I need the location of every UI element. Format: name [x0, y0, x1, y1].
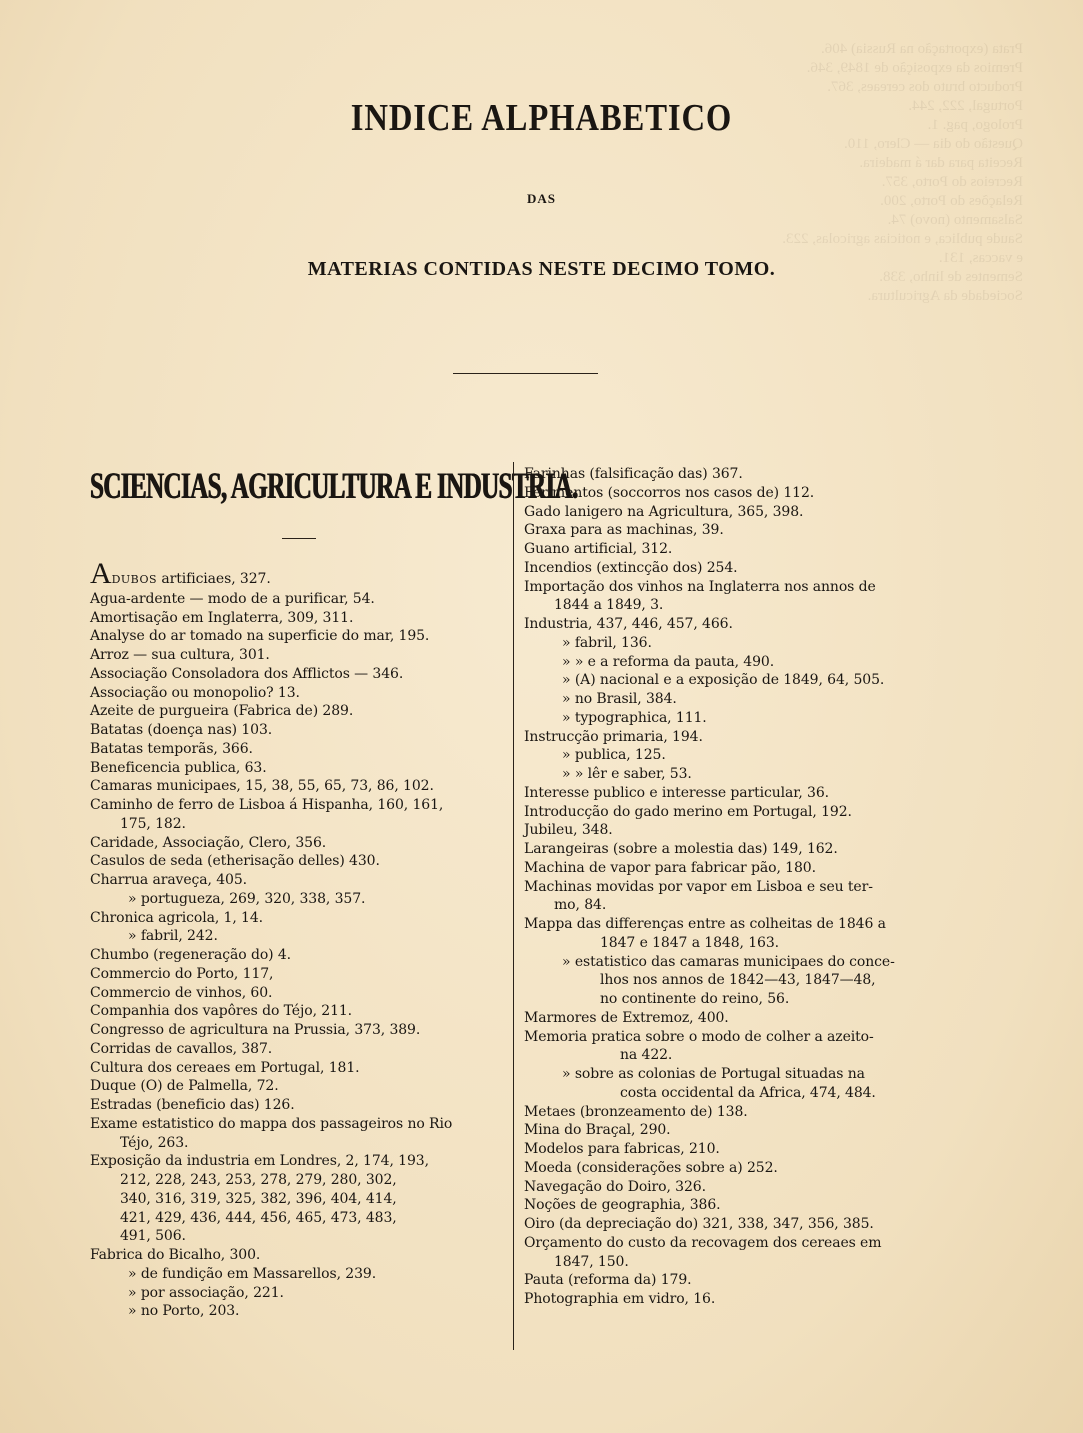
column-divider: [513, 462, 514, 1350]
index-entry: Corridas de cavallos, 387.: [90, 1040, 273, 1057]
index-entry: Exposição da industria em Londres, 2, 174, 193,: [90, 1153, 429, 1170]
index-entry: Analyse do ar tomado na superficie do mar, 195.: [90, 628, 430, 645]
index-entry-continuation: no continente do reino, 56.: [600, 991, 790, 1007]
index-entry: Cultura dos cereaes em Portugal, 181.: [90, 1059, 360, 1076]
index-entry: » estatistico das camaras municipaes do conce-: [562, 953, 895, 970]
index-entry: Associação ou monopolio? 13.: [90, 684, 300, 701]
index-entry: Azeite de purgueira (Fabrica de) 289.: [90, 703, 354, 720]
section-divider: [282, 538, 316, 539]
index-entry: Ferimentos (soccorros nos casos de) 112.: [524, 484, 815, 501]
index-entry: Graxa para as machinas, 39.: [524, 522, 724, 539]
index-entry-continuation: na 422.: [620, 1047, 673, 1064]
index-entry-continuation: Téjo, 263.: [120, 1134, 189, 1151]
index-entry: Machinas movidas por vapor em Lisboa e seu ter-: [524, 878, 873, 895]
index-entry: Companhia dos vapôres do Téjo, 211.: [90, 1003, 353, 1020]
index-entry: Noções de geographia, 386.: [524, 1197, 721, 1214]
index-entry: Duque (O) de Palmella, 72.: [90, 1078, 279, 1095]
index-entry: Chronica agricola, 1, 14.: [90, 909, 264, 926]
index-column-left: [90, 557, 508, 1321]
index-entry-continuation: 1847 e 1847 a 1848, 163.: [600, 934, 779, 951]
page-title: INDICE ALPHABETICO: [350, 97, 733, 139]
drop-cap: A: [90, 557, 112, 590]
index-entry: ADUBOS artificiaes, 327.: [90, 557, 271, 590]
index-entry: Metaes (bronzeamento de) 138.: [524, 1103, 748, 1120]
index-entry: Introducção do gado merino em Portugal, 192.: [524, 803, 852, 820]
index-entry-continuation: 1847, 150.: [554, 1253, 629, 1270]
index-entry: Guano artificial, 312.: [524, 541, 673, 557]
index-entry: » fabril, 136.: [562, 634, 652, 651]
index-entry: » typographica, 111.: [562, 709, 707, 726]
index-entry: Interesse publico e interesse particular, 36.: [524, 784, 829, 801]
index-entry-continuation: 175, 182.: [120, 815, 186, 832]
index-entry: Associação Consoladora dos Afflictos — 346.: [90, 665, 404, 682]
section-heading: SCIENCIAS, AGRICULTURA E INDUSTRIA.: [90, 466, 578, 507]
index-entry: Machina de vapor para fabricar pão, 180.: [524, 859, 816, 876]
index-entry: Exame estatistico do mappa dos passageiros no Rio: [90, 1115, 453, 1132]
index-entry: Oiro (da depreciação do) 321, 338, 347, 356, 385.: [524, 1216, 874, 1232]
index-entry: Caminho de ferro de Lisboa á Hispanha, 160, 161,: [90, 797, 444, 813]
index-entry: Beneficencia publica, 63.: [90, 759, 267, 776]
index-entry-continuation: 212, 228, 243, 253, 278, 279, 280, 302,: [120, 1172, 397, 1188]
index-entry-continuation: 421, 429, 436, 444, 456, 465, 473, 483,: [120, 1209, 397, 1226]
index-entry: » publica, 125.: [562, 747, 666, 764]
index-entry: Caridade, Associação, Clero, 356.: [90, 834, 327, 851]
index-entry: » » e a reforma da pauta, 490.: [562, 653, 775, 670]
index-column-right: [524, 465, 948, 1309]
index-entry-continuation: costa occidental da Africa, 474, 484.: [620, 1084, 876, 1101]
index-entry: » por associação, 221.: [128, 1284, 284, 1301]
index-entry: Charrua araveça, 405.: [90, 872, 248, 888]
index-entry: Agua-ardente — modo de a purificar, 54.: [90, 590, 375, 607]
index-entry: Instrucção primaria, 194.: [524, 728, 703, 745]
index-entry: » no Brasil, 384.: [562, 691, 677, 707]
index-entry: Pauta (reforma da) 179.: [524, 1272, 692, 1289]
title-connector: DAS: [526, 191, 556, 206]
index-entry-continuation: lhos nos annos de 1842—43, 1847—48,: [600, 972, 876, 989]
index-entry: Batatas temporãs, 366.: [90, 740, 253, 757]
index-entry: Camaras municipaes, 15, 38, 55, 65, 73, 86, 102.: [90, 778, 434, 795]
index-entry: Larangeiras (sobre a molestia das) 149, 162.: [524, 841, 838, 857]
index-entry: » sobre as colonias de Portugal situadas na: [562, 1066, 865, 1082]
index-entry: » no Porto, 203.: [128, 1303, 240, 1320]
index-entry: Marmores de Extremoz, 400.: [524, 1009, 729, 1026]
index-entry: Importação dos vinhos na Inglaterra nos annos de: [524, 578, 876, 595]
index-entry: » portugueza, 269, 320, 338, 357.: [128, 890, 366, 907]
index-entry: Mappa das differenças entre as colheitas de 1846 a: [524, 916, 886, 932]
index-entry: Farinhas (falsificação das) 367.: [524, 466, 743, 482]
index-entry: Moeda (considerações sobre a) 252.: [524, 1159, 778, 1176]
index-entry: Chumbo (regeneração do) 4.: [90, 947, 292, 963]
index-entry: Commercio do Porto, 117,: [90, 965, 274, 982]
index-entry: Gado lanigero na Agricultura, 365, 398.: [524, 503, 804, 520]
index-entry: Estradas (beneficio das) 126.: [90, 1097, 295, 1113]
index-entry: » » lêr e saber, 53.: [562, 766, 692, 782]
index-entry: Fabrica do Bicalho, 300.: [90, 1247, 261, 1263]
index-entry: Amortisação em Inglaterra, 309, 311.: [90, 609, 354, 626]
index-entry: Arroz — sua cultura, 301.: [90, 647, 270, 663]
index-entry: » de fundição em Massarellos, 239.: [128, 1265, 377, 1282]
title-divider: [453, 373, 598, 374]
index-entry-continuation: mo, 84.: [554, 897, 607, 914]
index-entry: Navegação do Doiro, 326.: [524, 1178, 706, 1195]
index-entry: Congresso de agricultura na Prussia, 373, 389.: [90, 1022, 421, 1038]
index-entry: Mina do Braçal, 290.: [524, 1122, 671, 1139]
index-entry: Modelos para fabricas, 210.: [524, 1141, 720, 1157]
index-entry-continuation: 1844 a 1849, 3.: [554, 597, 664, 614]
index-entry-continuation: 491, 506.: [120, 1228, 186, 1245]
index-entry: Casulos de seda (etherisação delles) 430.: [90, 853, 380, 870]
index-entry: Industria, 437, 446, 457, 466.: [524, 616, 733, 632]
index-entry: Commercio de vinhos, 60.: [90, 984, 273, 1001]
show-through-text: Prata (exportação na Russia) 406. Premios da exposição de 1849, 346. Producto bruto dos cereaes, 367. Portugal, 222, 244. Prologo, pag. 1. Questão do dia — Clero, 110. Receita para dar á madeira. Recreios do Porto, 357. Relações do Porto, 200. Salsamento (novo) 74. Saude publica, e noticias agricolas, 223. e vaccas, 131. Sementes de linho, 338. Sociedade da Agricultura.: [782, 41, 1023, 304]
index-entry: Incendios (extincção dos) 254.: [524, 559, 738, 576]
index-entry: Batatas (doença nas) 103.: [90, 722, 273, 738]
index-entry: Jubileu, 348.: [524, 822, 613, 839]
index-entry-continuation: 340, 316, 319, 325, 382, 396, 404, 414,: [120, 1190, 397, 1207]
index-entry: Memoria pratica sobre o modo de colher a azeito-: [524, 1028, 874, 1045]
index-entry: » fabril, 242.: [128, 928, 218, 945]
index-entry: » (A) nacional e a exposição de 1849, 64, 505.: [562, 672, 885, 689]
index-entry: Photographia em vidro, 16.: [524, 1291, 716, 1307]
index-entry: Orçamento do custo da recovagem dos cereaes em: [524, 1234, 882, 1251]
page-subtitle: MATERIAS CONTIDAS NESTE DECIMO TOMO.: [307, 258, 776, 280]
